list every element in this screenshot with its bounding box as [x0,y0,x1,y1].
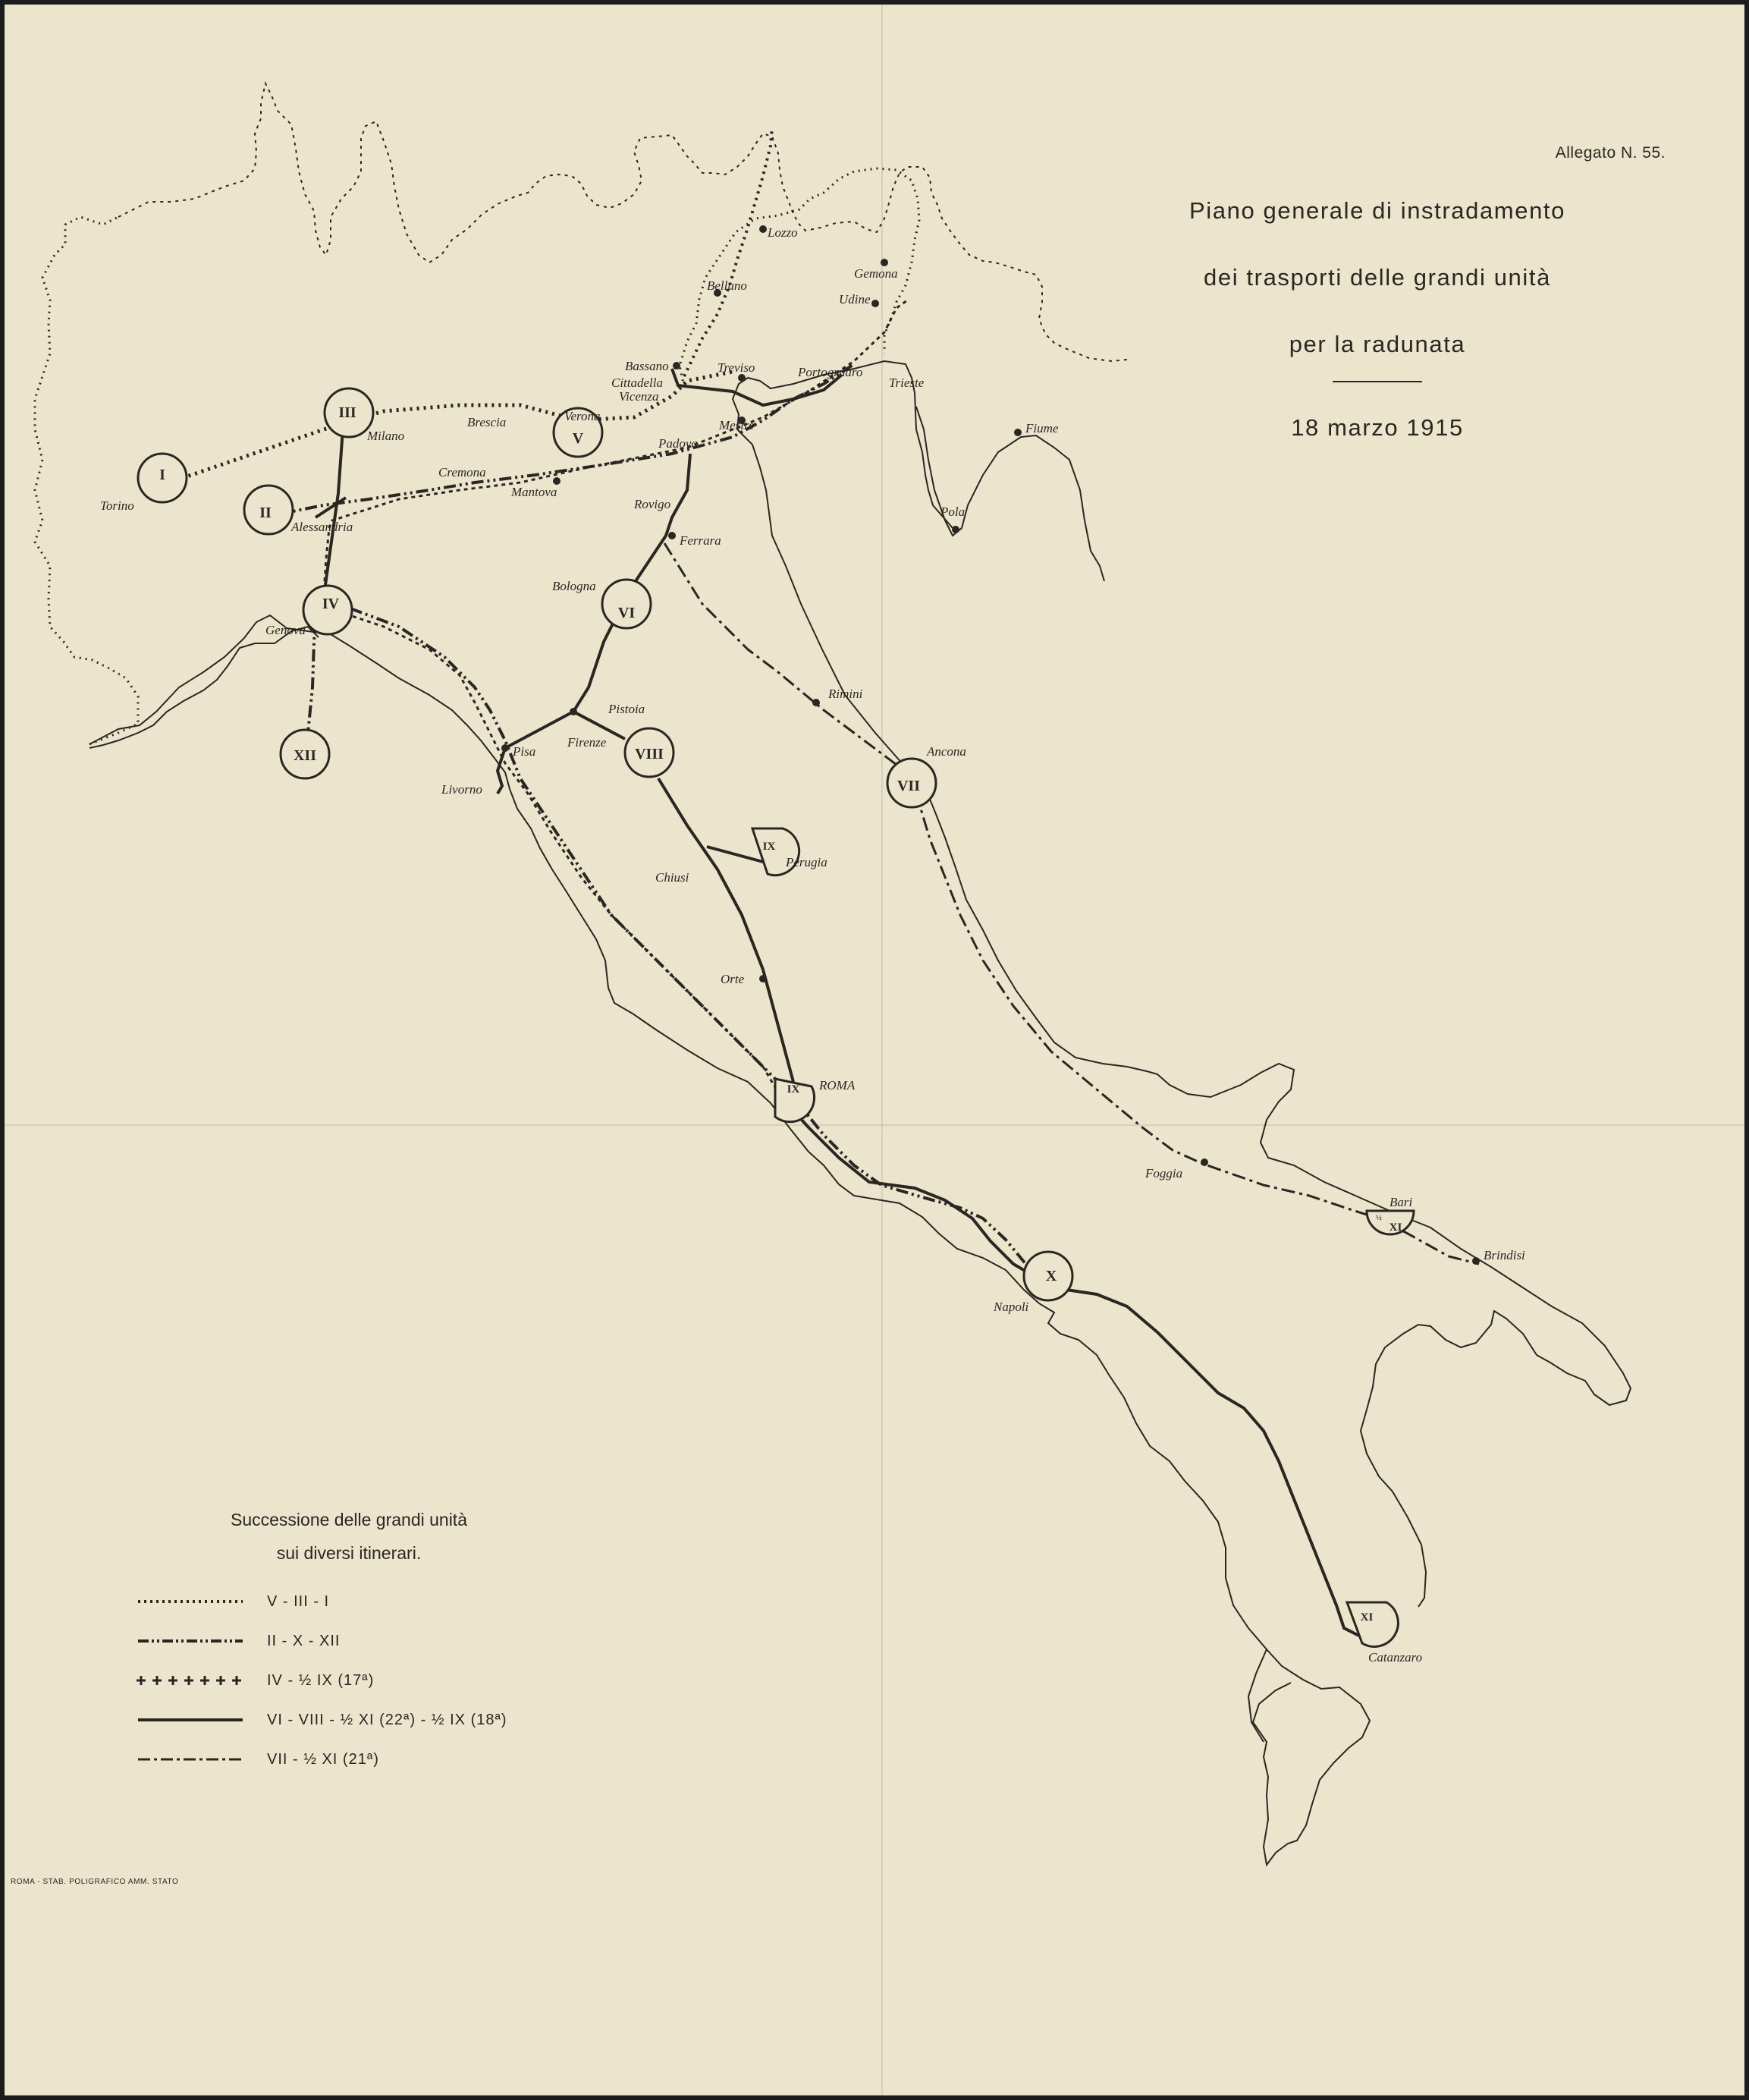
legend-item-dotted [133,1586,329,1617]
dot-foggia [1201,1158,1208,1166]
printer-imprint: ROMA - STAB. POLIGRAFICO AMM. STATO [11,1878,179,1886]
label-ferrara: Ferrara [680,533,721,548]
legend-item-dash-dot [133,1744,379,1775]
label-portogruaro: Portogruaro [798,365,863,379]
title-block [1104,194,1650,478]
label-chiusi: Chiusi [655,870,689,885]
legend-title-line-1: Successione delle grandi unità [231,1510,467,1529]
unit-marker-xii [281,730,329,778]
label-treviso: Treviso [717,360,755,375]
route-dotted-north [684,127,772,376]
label-ancona: Ancona [927,744,966,759]
label-roma: ROMA [819,1078,856,1092]
dot-pola [952,526,959,533]
legend-sample-solid [133,1712,247,1727]
dot-pisa [501,744,509,752]
label-genova: Genova [265,623,306,637]
legend-title-line-2: sui diversi itinerari. [276,1543,422,1563]
unit-label-xii: XII [293,747,317,764]
dot-lozzo [759,225,767,233]
route-solid-south [778,1094,1359,1636]
half-unit-label-xi-bari: XI [1389,1221,1402,1234]
half-sign-xi-bari: ½ [1376,1214,1382,1222]
dot-pistoia [570,708,577,715]
unit-label-ii: II [259,505,272,521]
route-solid-north [316,369,842,601]
label-brindisi: Brindisi [1484,1248,1525,1262]
route-dash-dot [664,543,1479,1264]
unit-label-vi: VI [617,605,636,621]
label-vicenza: Vicenza [619,389,659,404]
half-unit-label-ix-roma: IX [787,1083,800,1096]
unit-label-vii: VII [896,778,921,794]
legend-sample-dash-dot-dot [133,1633,247,1649]
legend-title [205,1503,493,1570]
route-solid-perugia [707,847,763,862]
label-catanzaro: Catanzaro [1368,1650,1423,1665]
legend-item-crosses [133,1665,374,1696]
title-line-2: dei trasporti delle grandi unità [1204,264,1551,291]
title-rule [1333,381,1422,382]
dot-treviso [738,374,746,382]
dot-rimini [812,699,820,706]
unit-label-v: V [572,430,584,447]
dot-orte [759,975,767,982]
unit-label-iv: IV [322,596,340,612]
label-rimini: Rimini [828,687,863,701]
title-line-1: Piano generale di instradamento [1189,197,1565,224]
label-pistoia: Pistoia [608,702,645,716]
label-bari: Bari [1389,1195,1413,1209]
title-date: 18 marzo 1915 [1291,414,1464,441]
dot-ferrara [668,532,676,539]
label-perugia: Perugia [786,855,827,869]
frontier-northwest [35,217,138,744]
label-belluno: Belluno [707,278,747,293]
label-alessandria: Alessandria [291,520,353,534]
label-napoli: Napoli [994,1300,1029,1314]
unit-label-x: X [1045,1268,1057,1284]
unit-marker-i [138,454,187,502]
label-orte: Orte [721,972,745,986]
label-bologna: Bologna [552,579,596,593]
legend-text-dash-dot: VII - ½ XI (21ª) [267,1750,379,1768]
coastline-istria [916,407,1104,581]
legend-sample-dash-dot [133,1752,247,1767]
half-unit-xi-catanzaro [1347,1602,1398,1646]
unit-label-iii: III [338,404,356,421]
coastline-east [737,429,1631,1607]
half-unit-xi-bari [1367,1211,1414,1234]
legend-item-dash-dot-dot [133,1626,340,1656]
label-trieste: Trieste [889,376,925,390]
half-unit-label-xi-catanzaro: XI [1360,1611,1374,1624]
label-lozzo: Lozzo [768,225,798,240]
legend-text-solid: VI - VIII - ½ XI (22ª) - ½ IX (18ª) [267,1711,507,1728]
dot-gemona [881,259,888,266]
label-bassano: Bassano [625,359,669,373]
legend-text-dotted: V - III - I [267,1592,330,1610]
label-padova: Padova [658,436,698,451]
dot-fiume [1014,429,1022,436]
route-crosses [323,300,907,604]
unit-marker-vii [887,759,936,807]
unit-label-i: I [159,467,165,483]
label-rovigo: Rovigo [634,497,671,511]
legend-item-solid [133,1705,507,1735]
label-udine: Udine [839,292,871,307]
route-crosses-south [338,611,778,1092]
label-mestre: Mestre [719,418,755,432]
legend-text-dash-dot-dot: II - X - XII [267,1632,341,1649]
half-unit-label-ix-north: IX [762,841,776,853]
unit-marker-iii [325,388,373,437]
label-fiume: Fiume [1025,421,1059,435]
route-dash-dot-dot-south [350,608,1036,1279]
label-cremona: Cremona [438,465,486,479]
legend-sample-crosses [133,1673,247,1688]
dot-mantova [553,477,560,485]
unit-label-viii: VIII [635,746,664,762]
label-foggia: Foggia [1145,1166,1183,1180]
dot-brindisi [1472,1257,1480,1265]
label-mantova: Mantova [511,485,557,499]
unit-marker-vi [602,580,651,628]
label-brescia: Brescia [467,415,507,429]
legend-sample-dotted [133,1594,247,1609]
map-sheet [5,5,1744,2095]
unit-marker-ii [244,486,293,534]
allegato-reference: Allegato N. 55. [1555,144,1666,162]
unit-marker-viii [625,728,674,777]
legend-text-crosses: IV - ½ IX (17ª) [267,1671,375,1689]
label-pisa: Pisa [513,744,536,759]
label-torino: Torino [100,498,134,513]
label-livorno: Livorno [441,782,482,797]
dot-udine [871,300,879,307]
label-pola: Pola [940,505,966,519]
label-milano: Milano [367,429,405,443]
label-firenze: Firenze [567,735,607,750]
title-line-3: per la radunata [1289,331,1466,357]
label-cittadella: Cittadella [611,376,663,390]
frontier-alps-crosses [118,83,1127,361]
unit-marker-iv [303,586,352,634]
unit-marker-x [1024,1252,1072,1300]
dot-bassano [673,362,680,369]
label-verona: Verona [564,409,601,423]
label-gemona: Gemona [854,266,898,281]
